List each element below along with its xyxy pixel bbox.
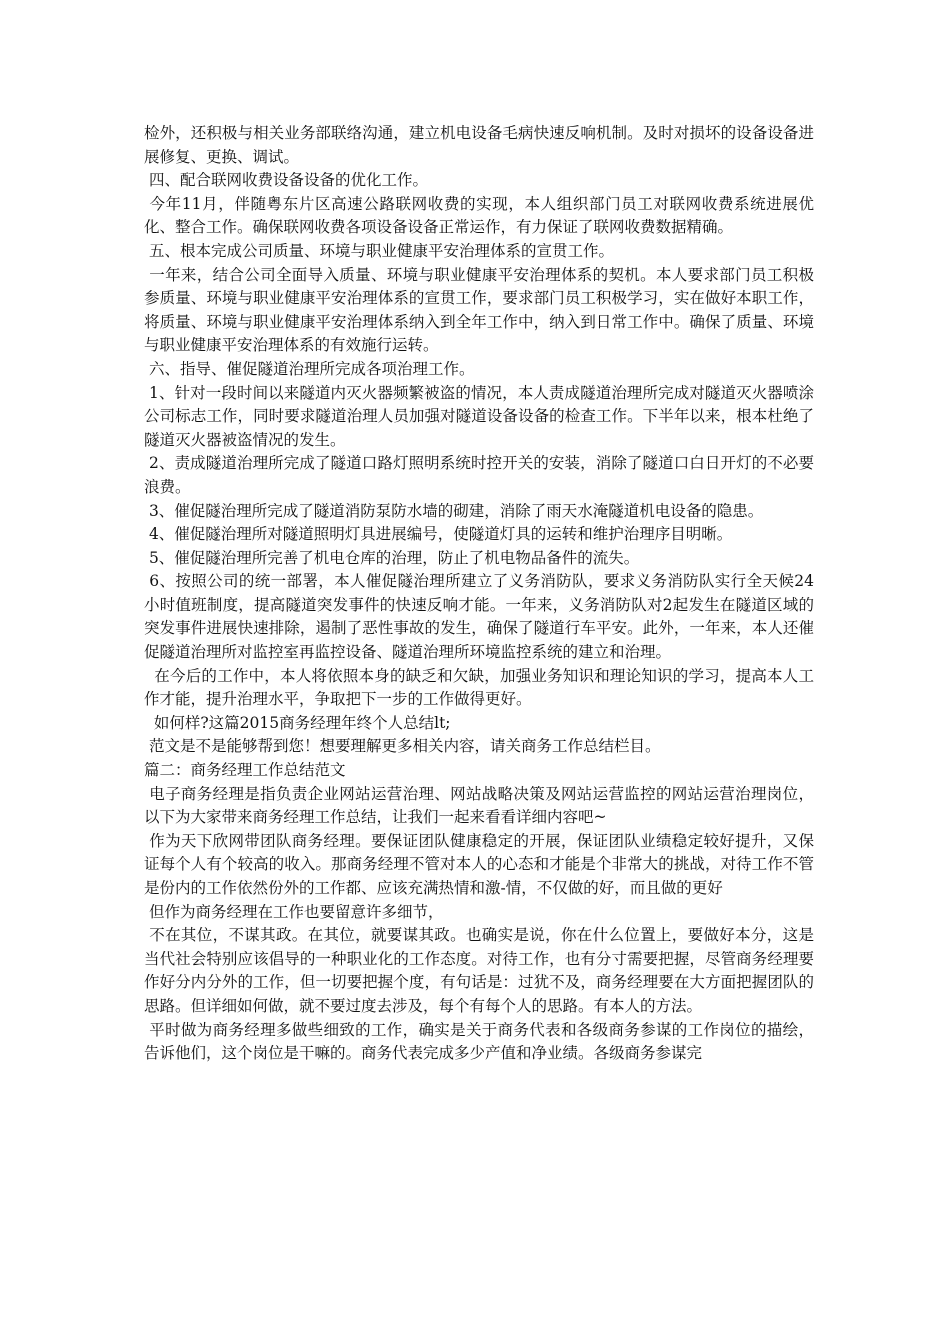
paragraph: 一年来，结合公司全面导入质量、环境与职业健康平安治理体系的契机。本人要求部门员工积极参质量、环境与职业健康平安治理体系的宣贯工作，要求部门员工积极学习，实在做好本职工作，将质量、环境与职业健康平安治理体系纳入到全年工作中，纳入到日常工作中。确保了质量、环境与职业健康平安治理体系的有效施行运转。 bbox=[144, 265, 814, 355]
list-item: 1、针对一段时间以来隧道内灭火器频繁被盗的情况，本人责成隧道治理所完成对隧道灭火器喷涂公司标志工作，同时要求隧道治理人员加强对隧道设备设备的检查工作。下半年以来，根本杜绝了隧道灭火器被盗情况的发生。 bbox=[144, 383, 814, 449]
list-item: 5、催促隧治理所完善了机电仓库的治理，防止了机电物品备件的流失。 bbox=[144, 548, 640, 567]
document-body bbox=[144, 122, 814, 1066]
paragraph: 今年11月，伴随粤东片区高速公路联网收费的实现，本人组织部门员工对联网收费系统进展优化、整合工作。确保联网收费各项设备设备正常运作，有力保证了联网收费数据精确。 bbox=[144, 194, 814, 237]
list-item: 6、按照公司的统一部署，本人催促隧治理所建立了义务消防队，要求义务消防队实行全天候24小时值班制度，提高隧道突发事件的快速反响才能。一年来，义务消防队对2起发生在隧道区域的突发事件进展快速排除，遏制了恶性事故的发生，确保了隧道行车平安。此外，一年来，本人还催促隧道治理所对监控室再监控设备、隧道治理所环境监控系统的建立和治理。 bbox=[144, 572, 814, 662]
paragraph: 不在其位，不谋其政。在其位，就要谋其政。也确实是说，你在什么位置上，要做好本分，这是当代社会特别应该倡导的一种职业化的工作态度。对待工作，也有分寸需要把握，尽管商务经理要作好分内分外的工作，但一切要把握个度，有句话是：过犹不及，商务经理要在大方面把握团队的思路。但详细如何做，就不要过度去涉及，每个有每个人的思路。有本人的方法。 bbox=[144, 926, 814, 1015]
list-item: 2、责成隧道治理所完成了隧道口路灯照明系统时控开关的安装，消除了隧道口白日开灯的不必要浪费。 bbox=[144, 454, 814, 496]
paragraph: 作为天下欣网带团队商务经理。要保证团队健康稳定的开展，保证团队业绩稳定较好提升，又保证每个人有个较高的收入。那商务经理不管对本人的心态和才能是个非常大的挑战，对待工作不管是份内的工作依然份外的工作都、应该充满热情和激-情，不仅做的好，而且做的更好 bbox=[144, 831, 814, 897]
paragraph: 检外，还积极与相关业务部联络沟通，建立机电设备毛病快速反响机制。及时对损坏的设备设备进展修复、更换、调试。 bbox=[144, 124, 814, 166]
section-heading: 五、根本完成公司质量、环境与职业健康平安治理体系的宣贯工作。 bbox=[144, 241, 614, 260]
paragraph: 在今后的工作中，本人将依照本身的缺乏和欠缺，加强业务知识和理论知识的学习，提高本人工作才能，提升治理水平，争取把下一步的工作做得更好。 bbox=[144, 666, 814, 709]
section-title: 篇二：商务经理工作总结范文 bbox=[144, 761, 346, 780]
paragraph: 如何样?这篇2015商务经理年终个人总结lt; bbox=[144, 713, 451, 732]
list-item: 3、催促隧治理所完成了隧道消防泵防水墙的砌建，消除了雨天水淹隧道机电设备的隐患。 bbox=[144, 501, 764, 520]
paragraph: 范文是不是能够帮到您！想要理解更多相关内容，请关商务工作总结栏目。 bbox=[144, 737, 661, 756]
section-heading: 四、配合联网收费设备设备的优化工作。 bbox=[144, 171, 428, 190]
paragraph: 但作为商务经理在工作也要留意许多细节， bbox=[144, 902, 444, 921]
paragraph: 电子商务经理是指负责企业网站运营治理、网站战略决策及网站运营监控的网站运营治理岗位，以下为大家带来商务经理工作总结，让我们一起来看看详细内容吧~ bbox=[144, 784, 814, 827]
paragraph: 平时做为商务经理多做些细致的工作，确实是关于商务代表和各级商务参谋的工作岗位的描绘，告诉他们，这个岗位是干嘛的。商务代表完成多少产值和净业绩。各级商务参谋完 bbox=[144, 1020, 814, 1063]
list-item: 4、催促隧治理所对隧道照明灯具进展编号，使隧道灯具的运转和维护治理序目明晰。 bbox=[144, 525, 733, 544]
section-heading: 六、指导、催促隧道治理所完成各项治理工作。 bbox=[144, 359, 475, 378]
